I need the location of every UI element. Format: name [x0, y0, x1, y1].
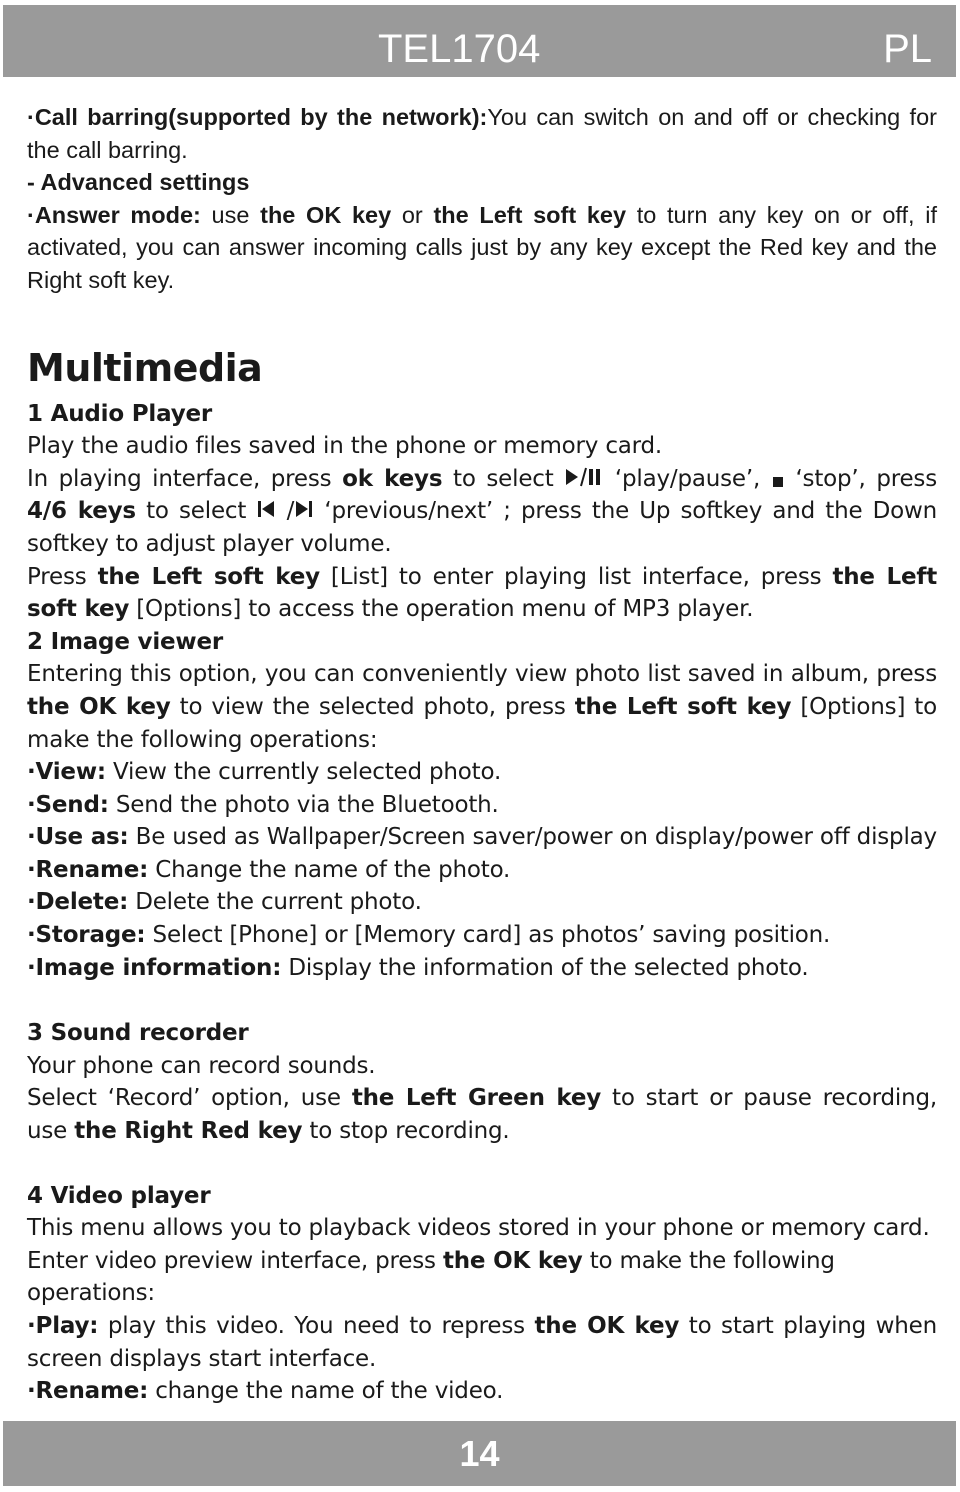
list-item [27, 821, 937, 854]
text-run: to view the selected photo, press [170, 693, 575, 720]
key-name: the OK key [260, 201, 392, 228]
item-text: Select [Phone] or [Memory card] as photos’ saving position. [145, 922, 831, 949]
text-run: to stop recording. [302, 1118, 510, 1145]
item-label: ·Play: [27, 1313, 99, 1339]
item-label: ·Delete: [27, 889, 129, 916]
list-item [27, 886, 937, 919]
text-run: to select [135, 498, 257, 525]
list-item [27, 1310, 937, 1375]
item-label: ·Send: [27, 791, 109, 818]
text-run: [List] to enter playing list interface, press [319, 563, 833, 590]
key-name: 4/6 keys [27, 498, 136, 525]
item-label: ·Rename: [27, 856, 149, 883]
separator-slash: / [276, 498, 295, 525]
spacer [27, 1148, 937, 1180]
text-run: to start playing when screen displays start interface. [27, 1313, 937, 1372]
list-item [27, 756, 937, 789]
sound-recorder-intro: Your phone can record sounds. [27, 1052, 376, 1079]
section-title: Multimedia [27, 345, 263, 390]
next-icon [294, 498, 314, 520]
page-footer [3, 1421, 956, 1486]
manual-content [27, 101, 937, 1408]
item-text: change the name of the video. [148, 1378, 504, 1405]
item-label: ·Storage: [27, 922, 146, 949]
list-item [27, 854, 937, 887]
audio-player-title: 1 Audio Player [27, 400, 213, 427]
item-label: ·Use as: [27, 824, 129, 851]
text-run: [Options] to access the operation menu of MP3 player. [129, 596, 754, 623]
text-run: play this video. You need to repress [98, 1313, 535, 1339]
key-name: the OK key [534, 1313, 680, 1339]
video-player-operations [27, 1245, 937, 1310]
key-name: ok keys [342, 465, 443, 492]
item-text: Change the name of the photo. [148, 856, 511, 883]
model-name: TEL1704 [378, 27, 541, 71]
list-item [27, 952, 937, 985]
item-label: ·View: [27, 759, 106, 786]
list-item [27, 919, 937, 952]
image-viewer-intro [27, 658, 937, 756]
key-name: the Left soft key [433, 201, 627, 228]
text-run: Press [27, 563, 98, 590]
previous-icon [256, 498, 276, 520]
text-run: to make the following operations: [27, 1247, 835, 1307]
item-text: Send the photo via the Bluetooth. [108, 791, 499, 818]
key-name: the Left soft key [574, 693, 792, 720]
text-run: to start or pause recording, use [27, 1085, 937, 1145]
page-header [3, 5, 956, 77]
text-run: ‘stop’, press [784, 465, 937, 492]
item-label: ·Image information: [27, 954, 282, 981]
text-run: ‘play/pause’, [604, 465, 771, 492]
key-name: the Left soft key [97, 563, 320, 590]
text-run: Entering this option, you can conveniently view photo list saved in album, press [27, 661, 937, 688]
item-text: Delete the current photo. [128, 889, 422, 916]
sound-recorder-instructions [27, 1082, 937, 1147]
key-name: the Right Red key [74, 1118, 303, 1145]
sound-recorder-title: 3 Sound recorder [27, 1020, 249, 1047]
key-name: the OK key [27, 693, 171, 720]
item-text: Display the information of the selected photo. [281, 954, 809, 981]
audio-player-list [27, 561, 937, 626]
call-barring-label: ·Call barring(supported by the network): [27, 104, 488, 130]
answer-mode-paragraph [27, 199, 937, 297]
text-run: Select ‘Record’ option, use [27, 1085, 352, 1112]
text-run: ‘previous/next’ ; press the Up softkey and the Down softkey to adjust player volume. [27, 498, 937, 557]
page-number: 14 [459, 1433, 500, 1474]
spacer [27, 984, 937, 1017]
text-run: In playing interface, press [27, 465, 343, 492]
item-text: View the currently selected photo. [105, 759, 502, 786]
key-name: the OK key [442, 1247, 583, 1274]
list-item [27, 789, 937, 822]
video-player-title: 4 Video player [27, 1182, 211, 1209]
key-name: the Left Green key [351, 1085, 602, 1112]
video-player-intro: This menu allows you to playback videos stored in your phone or memory card. [27, 1215, 930, 1242]
text-run: to turn any key on or off, if activated, you can answer incoming calls just by any key except the Red key and the Right soft key. [27, 201, 937, 293]
answer-mode-label: ·Answer mode: [27, 201, 201, 228]
item-text: Be used as Wallpaper/Screen saver/power on display/power off display [128, 824, 937, 851]
image-viewer-title: 2 Image viewer [27, 628, 223, 655]
language-code: PL [883, 27, 932, 71]
call-barring-text: You can switch on and off or checking for the call barring. [27, 104, 937, 163]
call-barring-paragraph [27, 101, 937, 166]
play-pause-icon [564, 466, 604, 488]
key-name: the Left soft key [27, 563, 937, 623]
item-label: ·Rename: [27, 1378, 149, 1405]
stop-icon [771, 472, 785, 488]
audio-player-controls [27, 463, 937, 561]
text-run: to select [442, 465, 565, 492]
advanced-settings-heading: - Advanced settings [27, 169, 250, 196]
audio-player-intro: Play the audio files saved in the phone or memory card. [27, 433, 663, 460]
list-item [27, 1375, 937, 1408]
text-run: [Options] to make the following operations: [27, 693, 937, 753]
text-run: or [391, 201, 434, 228]
spacer [27, 297, 937, 343]
text-run: Enter video preview interface, press [27, 1247, 443, 1274]
text-run: use [200, 201, 261, 228]
